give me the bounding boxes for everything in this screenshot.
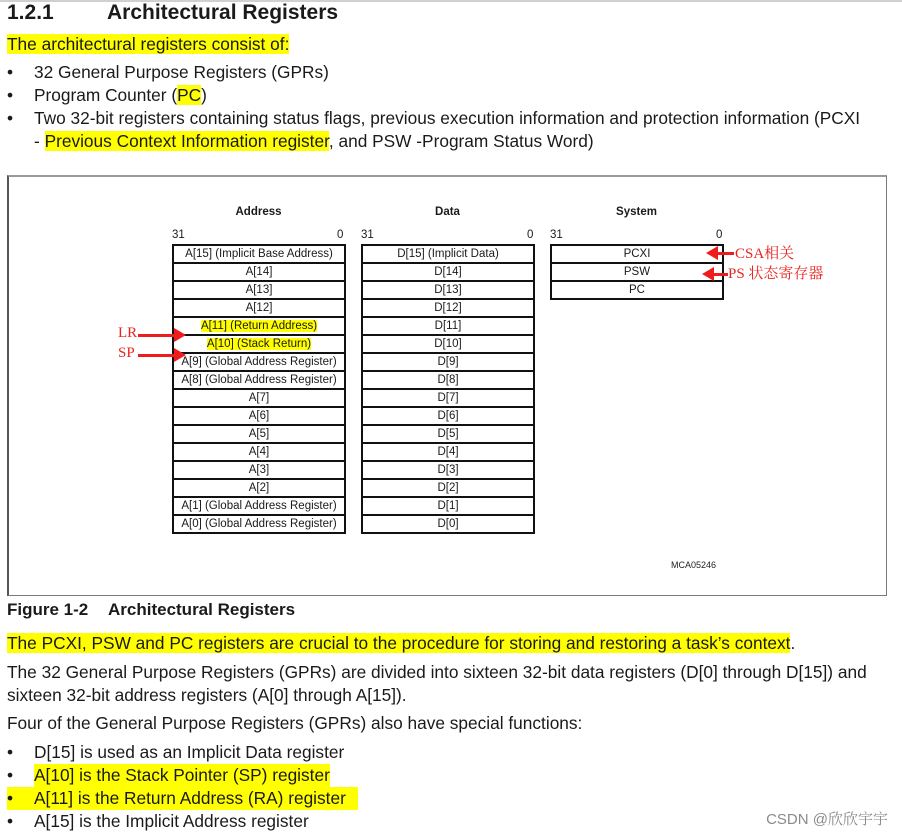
sp-arrowhead-icon bbox=[174, 348, 186, 362]
lr-arrowhead-icon bbox=[174, 328, 186, 342]
bullet-dot: • bbox=[7, 85, 14, 105]
lr-annotation: LR bbox=[118, 325, 138, 341]
figure-caption bbox=[7, 600, 295, 620]
data-register-cell: D[13] bbox=[362, 281, 534, 299]
psw-annotation: PS 状态寄存器 bbox=[728, 266, 824, 282]
bullet-text: A[11] is the Return Address (RA) register bbox=[34, 788, 346, 808]
intro-bullet-1 bbox=[0, 61, 902, 84]
special-bullet-3 bbox=[7, 787, 358, 810]
intro-bullet-3 bbox=[0, 107, 902, 130]
address-register-cell: A[9] (Global Address Register) bbox=[173, 353, 345, 371]
bullet-text: D[15] is used as an Implicit Data register bbox=[34, 742, 345, 762]
bullet-dot: • bbox=[7, 811, 14, 831]
data-column-title: Data bbox=[435, 206, 460, 218]
paragraph-context: The PCXI, PSW and PC registers are crucial to the procedure for storing and restoring a task’s context. bbox=[7, 633, 796, 653]
address-register-cell: A[0] (Global Address Register) bbox=[173, 515, 345, 533]
figure-caption-label: Figure 1-2 bbox=[7, 600, 89, 619]
pcxi-arrow-icon bbox=[716, 252, 734, 255]
bullet-dot: • bbox=[7, 108, 14, 128]
bullet-dot: • bbox=[7, 742, 14, 762]
address-bit-low: 0 bbox=[337, 229, 344, 241]
watermark: CSDN @欣欣宇宇 bbox=[766, 811, 888, 828]
section-number: 1.2.1 bbox=[7, 1, 54, 24]
intro-bullet-2 bbox=[0, 84, 902, 107]
lr-arrow-icon bbox=[138, 334, 176, 337]
system-register-cell: PCXI bbox=[551, 245, 723, 263]
special-bullet-1 bbox=[0, 741, 902, 764]
address-bit-high: 31 bbox=[172, 229, 185, 241]
data-register-cell: D[8] bbox=[362, 371, 534, 389]
address-column-title: Address bbox=[235, 206, 282, 218]
system-column-title: System bbox=[616, 206, 657, 218]
bullet-dot: • bbox=[7, 62, 14, 82]
sp-arrow-icon bbox=[138, 354, 176, 357]
system-register-cell: PSW bbox=[551, 263, 723, 281]
intro-lead-text: The architectural registers consist of: bbox=[7, 34, 290, 54]
address-register-cell: A[14] bbox=[173, 263, 345, 281]
data-register-cell: D[15] (Implicit Data) bbox=[362, 245, 534, 263]
data-register-cell: D[4] bbox=[362, 443, 534, 461]
sp-annotation: SP bbox=[118, 345, 135, 361]
data-bit-low: 0 bbox=[527, 229, 534, 241]
address-register-cell: A[2] bbox=[173, 479, 345, 497]
system-register-table bbox=[550, 244, 724, 300]
pcxi-annotation: CSA相关 bbox=[735, 246, 795, 262]
address-register-cell: A[5] bbox=[173, 425, 345, 443]
data-register-table bbox=[361, 244, 535, 534]
address-register-cell: A[11] (Return Address) bbox=[173, 317, 345, 335]
bullet-dot: • bbox=[7, 788, 14, 808]
address-register-table bbox=[172, 244, 346, 534]
data-register-cell: D[6] bbox=[362, 407, 534, 425]
address-register-cell: A[1] (Global Address Register) bbox=[173, 497, 345, 515]
data-bit-high: 31 bbox=[361, 229, 374, 241]
section-title: Architectural Registers bbox=[107, 1, 339, 24]
paragraph-gprs-line2: sixteen 32-bit address registers (A[0] through A[15]). bbox=[7, 685, 407, 705]
address-register-cell: A[3] bbox=[173, 461, 345, 479]
paragraph-gprs-line1: The 32 General Purpose Registers (GPRs) are divided into sixteen 32-bit data registers (D[0] through D[15]) and bbox=[7, 662, 867, 682]
bullet-text: A[15] is the Implicit Address register bbox=[34, 811, 309, 831]
system-bit-low: 0 bbox=[716, 229, 723, 241]
intro-bullet-3-cont: - Previous Context Information register, and PSW -Program Status Word) bbox=[34, 131, 594, 151]
intro-lead bbox=[7, 33, 289, 56]
address-register-cell: A[6] bbox=[173, 407, 345, 425]
bullet-text: A[10] is the Stack Pointer (SP) register bbox=[34, 765, 330, 785]
address-register-cell: A[4] bbox=[173, 443, 345, 461]
bullet-text: Program Counter (PC) bbox=[34, 85, 207, 105]
paragraph-special: Four of the General Purpose Registers (GPRs) also have special functions: bbox=[7, 713, 583, 733]
bullet-text: 32 General Purpose Registers (GPRs) bbox=[34, 62, 329, 82]
address-register-cell: A[7] bbox=[173, 389, 345, 407]
psw-arrow-icon bbox=[712, 273, 728, 276]
address-register-cell: A[15] (Implicit Base Address) bbox=[173, 245, 345, 263]
data-register-cell: D[1] bbox=[362, 497, 534, 515]
data-register-cell: D[14] bbox=[362, 263, 534, 281]
figure-code: MCA05246 bbox=[671, 560, 717, 570]
address-register-cell: A[8] (Global Address Register) bbox=[173, 371, 345, 389]
bullet-dot: • bbox=[7, 765, 14, 785]
address-register-cell: A[12] bbox=[173, 299, 345, 317]
data-register-cell: D[9] bbox=[362, 353, 534, 371]
data-register-cell: D[2] bbox=[362, 479, 534, 497]
figure-caption-title: Architectural Registers bbox=[108, 600, 296, 619]
data-register-cell: D[0] bbox=[362, 515, 534, 533]
data-register-cell: D[7] bbox=[362, 389, 534, 407]
section-heading bbox=[7, 1, 338, 25]
address-register-cell: A[10] (Stack Return) bbox=[173, 335, 345, 353]
data-register-cell: D[3] bbox=[362, 461, 534, 479]
data-register-cell: D[11] bbox=[362, 317, 534, 335]
address-register-cell: A[13] bbox=[173, 281, 345, 299]
special-bullet-2 bbox=[0, 764, 902, 787]
data-register-cell: D[10] bbox=[362, 335, 534, 353]
data-register-cell: D[12] bbox=[362, 299, 534, 317]
bullet-text: Two 32-bit registers containing status flags, previous execution information and protection information (PCXI bbox=[34, 108, 861, 128]
system-register-cell: PC bbox=[551, 281, 723, 299]
system-bit-high: 31 bbox=[550, 229, 563, 241]
data-register-cell: D[5] bbox=[362, 425, 534, 443]
